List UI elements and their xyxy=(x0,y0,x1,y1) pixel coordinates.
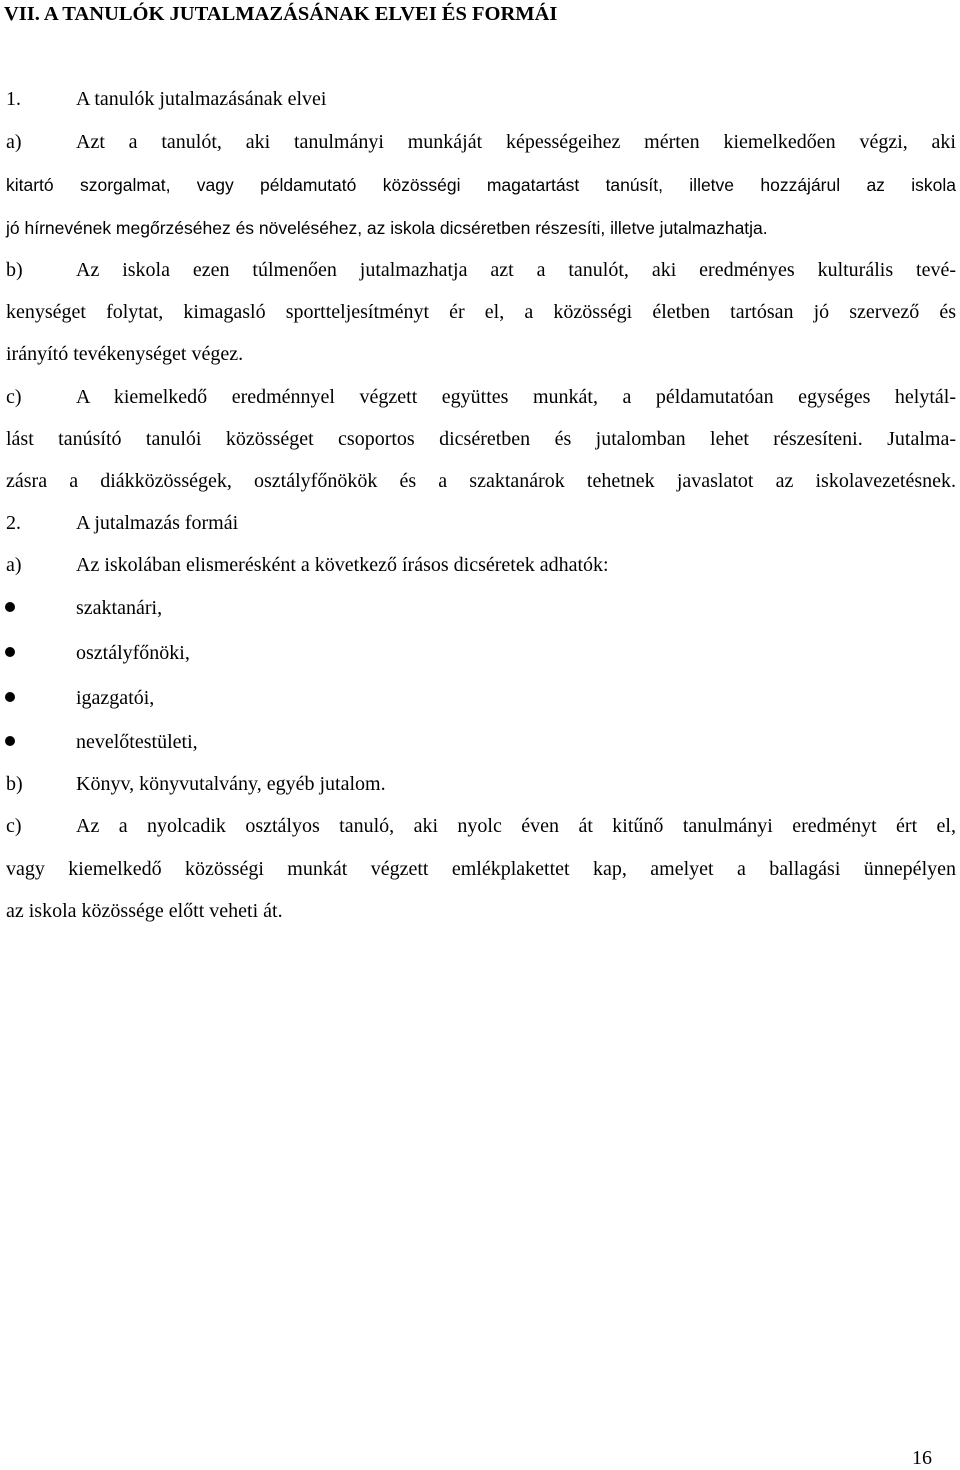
forms-c-label: c) xyxy=(6,815,22,837)
bullet-icon xyxy=(5,736,15,746)
forms-b-label: b) xyxy=(6,773,23,795)
list-item-text: szaktanári, xyxy=(76,597,163,619)
paragraph-a-label: a) xyxy=(6,131,22,153)
forms-c-line-2: vagy kiemelkedő közösségi munkát végzett emlékplakettet kap, amelyet a ballagási ünnepélyen xyxy=(6,858,956,880)
list-item-text: igazgatói, xyxy=(76,687,155,709)
chapter-heading: VII. A TANULÓK JUTALMAZÁSÁNAK ELVEI ÉS FORMÁI xyxy=(4,3,558,25)
forms-a-line xyxy=(6,552,956,578)
section-1-title-text: A tanulók jutalmazásának elvei xyxy=(76,88,327,110)
list-item-text: nevelőtestületi, xyxy=(76,731,198,753)
forms-c-line-3: az iskola közössége előtt veheti át. xyxy=(6,900,283,922)
forms-b-text: Könyv, könyvutalvány, egyéb jutalom. xyxy=(76,773,386,795)
section-2-title xyxy=(6,510,956,536)
bullet-icon xyxy=(5,692,15,702)
list-item xyxy=(0,640,600,666)
paragraph-b-line-1 xyxy=(6,257,956,283)
paragraph-c-line-3: zásra a diákközösségek, osztályfőnökök és a szaktanárok tehetnek javaslatot az iskolavezetésnek. xyxy=(6,470,956,492)
paragraph-b-line-3: irányító tevékenységet végez. xyxy=(6,343,244,365)
forms-a-label: a) xyxy=(6,554,22,576)
list-item xyxy=(0,729,600,755)
forms-a-text: Az iskolában elismerésként a következő írásos dicséretek adhatók: xyxy=(76,554,609,576)
paragraph-b-text-1: Az iskola ezen túlmenően jutalmazhatja azt a tanulót, aki eredményes kulturális tevé- xyxy=(76,259,956,281)
section-1-title xyxy=(6,86,956,112)
paragraph-c-label: c) xyxy=(6,386,22,408)
forms-c-text-1: Az a nyolcadik osztályos tanuló, aki nyolc éven át kitűnő tanulmányi eredményt ért el, xyxy=(76,815,956,837)
list-item xyxy=(0,685,600,711)
list-item-text: osztályfőnöki, xyxy=(76,642,190,664)
section-2-number: 2. xyxy=(6,512,21,534)
paragraph-b-line-2: kenységet folytat, kimagasló sportteljesítményt ér el, a közösségi életben tartósan jó szervező és xyxy=(6,301,956,323)
paragraph-c-text-1: A kiemelkedő eredménnyel végzett együttes munkát, a példamutatóan egységes helytál- xyxy=(76,386,956,408)
paragraph-c-line-2: lást tanúsító tanulói közösséget csoportos dicséretben és jutalomban lehet részesíteni. Jutalma- xyxy=(6,428,956,450)
paragraph-a-text-1: Azt a tanulót, aki tanulmányi munkáját képességeihez mérten kiemelkedően végzi, aki xyxy=(76,131,956,153)
forms-b-line xyxy=(6,771,956,797)
paragraph-b-label: b) xyxy=(6,259,23,281)
paragraph-a-line-2: kitartó szorgalmat, vagy példamutató közösségi magatartást tanúsít, illetve hozzájárul az iskola xyxy=(6,175,956,195)
section-2-title-text: A jutalmazás formái xyxy=(76,512,239,534)
paragraph-c-line-1 xyxy=(6,384,956,410)
list-item xyxy=(0,595,600,621)
section-1-number: 1. xyxy=(6,88,21,110)
paragraph-a-line-3: jó hírnevének megőrzéséhez és növeléséhez, az iskola dicséretben részesíti, illetve jutalmazhatja. xyxy=(6,218,768,238)
paragraph-a-line-1 xyxy=(6,129,956,155)
page-number: 16 xyxy=(912,1447,932,1469)
bullet-icon xyxy=(5,602,15,612)
forms-c-line-1 xyxy=(6,813,956,839)
bullet-icon xyxy=(5,647,15,657)
